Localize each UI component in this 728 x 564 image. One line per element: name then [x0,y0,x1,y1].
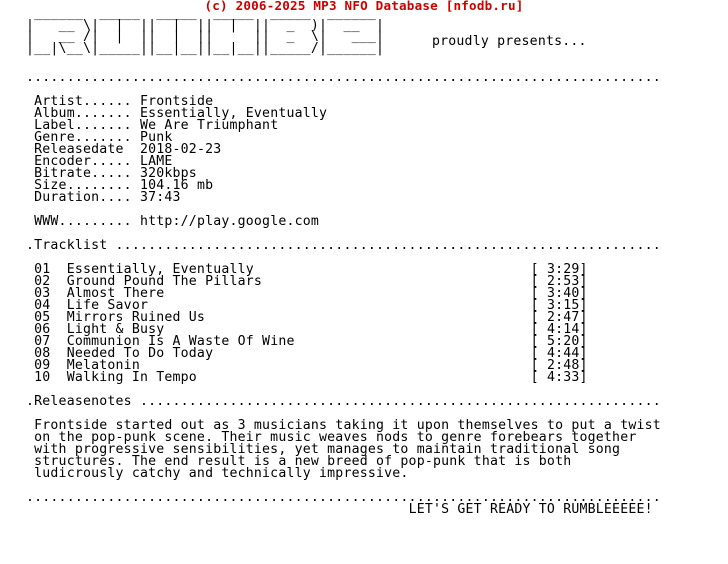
track-number: 08 [34,346,51,361]
track-title: Essentially, Eventually [66,262,254,277]
releasenote-text: Frontside started out as 3 musicians taking it upon themselves to put a twist [34,418,661,433]
track-duration: [ 4:44] [530,346,588,361]
track-duration: [ 2:53] [530,274,588,289]
info-label: Bitrate..... [34,166,132,181]
info-value: 104.16 mb [139,178,214,193]
track-title: Light & Busy [66,322,165,337]
track-title: Melatonin [66,358,140,373]
track-title: Life Savor [66,298,149,313]
info-label: Label....... [34,118,132,133]
track-number: 02 [34,274,51,289]
bottom-separator: .............................................................................. [26,490,661,505]
track-number: 01 [34,262,51,277]
tagline-text: LET'S GET READY TO RUMBLEEEEE! [408,502,653,517]
rumble-ascii-logo: ______ _____ _____ _____ _____ ______ | __ \| | || | || | || _ )| __ | | __ /| | || | || || _ \| ___| |__|\__\|_____||__|__||__|__||_____/|______| [26,6,385,56]
track-duration: [ 2:47] [530,310,588,325]
info-www [26,216,661,228]
track-duration: [ 3:29] [530,262,588,277]
nfodb-header-link[interactable]: (c) 2006-2025 MP3 NFO Database [nfodb.ru] [204,0,524,13]
releasenote-line [26,468,661,480]
track-number: 06 [34,322,51,337]
footer-tagline [26,504,661,516]
track-duration: [ 5:20] [530,334,588,349]
info-value: LAME [139,154,173,169]
info-value: 37:43 [139,190,181,205]
info-value: 320kbps [139,166,197,181]
releasenotes-heading: .Releasenotes ................................................................ [26,394,661,409]
releasenote-text: on the pop-punk scene. Their music weaves nods to genre forebears together [34,430,637,445]
track-duration: [ 2:48] [530,358,588,373]
info-duration [26,192,661,204]
info-label: WWW......... [34,214,132,229]
track-list [26,264,661,384]
track-number: 03 [34,286,51,301]
track-title: Mirrors Ruined Us [66,310,206,325]
track-duration: [ 4:33] [530,370,588,385]
info-label: Artist...... [34,94,132,109]
track-number: 07 [34,334,51,349]
track-duration: [ 4:14] [530,322,588,337]
track-title: Communion Is A Waste Of Wine [66,334,295,349]
releasenote-text: structures. The end result is a new breed of pop-punk that is both [34,454,572,469]
nfo-body [26,72,661,516]
track-title: Ground Pound The Pillars [66,274,263,289]
info-label: Album....... [34,106,132,121]
track-duration: [ 3:40] [530,286,588,301]
track-number: 10 [34,370,51,385]
track-number: 09 [34,358,51,373]
tracklist-heading: .Tracklist ................................................................... [26,238,661,253]
info-label: Genre....... [34,130,132,145]
info-value: Essentially, Eventually [139,106,328,121]
track-number: 05 [34,310,51,325]
info-label: Releasedate [34,142,124,157]
top-separator: .............................................................................. [26,70,661,85]
info-value: We Are Triumphant [139,118,279,133]
www-link[interactable]: http://play.google.com [139,214,320,229]
presents-text: proudly presents... [432,34,587,49]
releasenote-text: ludicrously catchy and technically impressive. [34,466,409,481]
info-value: 2018-02-23 [139,142,222,157]
track-title: Almost There [66,286,165,301]
track-duration: [ 3:15] [530,298,588,313]
info-value: Frontside [139,94,214,109]
track-title: Needed To Do Today [66,346,214,361]
releasenotes-body [26,420,661,480]
info-value: Punk [139,130,173,145]
track-row [26,372,661,384]
info-label: Size........ [34,178,132,193]
info-label: Encoder..... [34,154,132,169]
track-number: 04 [34,298,51,313]
track-title: Walking In Tempo [66,370,197,385]
releasenote-text: with progressive sensibilities, yet manages to maintain traditional song [34,442,621,457]
info-label: Duration.... [34,190,132,205]
